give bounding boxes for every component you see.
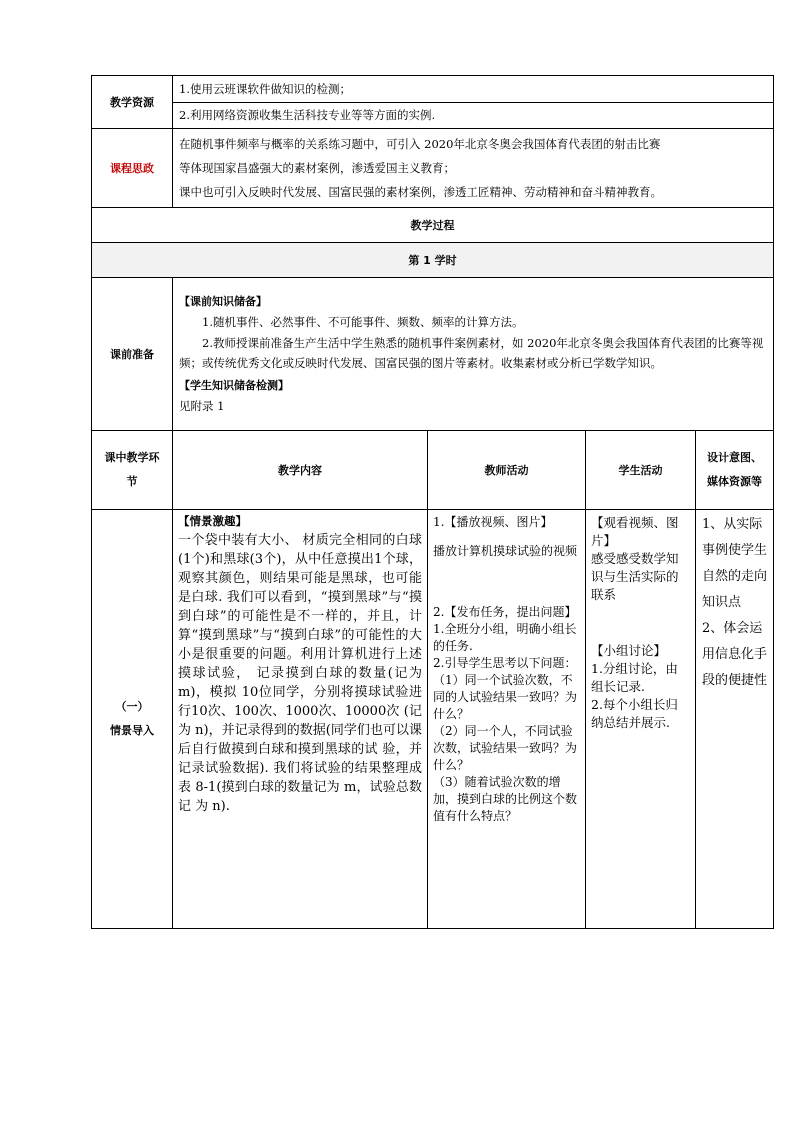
- stage1-label-bottom: 情景导入: [110, 724, 154, 737]
- process-title-row: [92, 208, 774, 243]
- stage-header: 课中教学环节: [92, 431, 173, 510]
- content-header: 教学内容: [173, 431, 428, 510]
- teacher-header: 教师活动: [428, 431, 586, 510]
- ideology-line-1: 在随机事件频率与概率的关系练习题中，可引入 2020年北京冬奥会我国体育代表团的射击比赛: [179, 137, 661, 151]
- design-para-1: 1、从实际事例使学生自然的走向知识点: [702, 517, 768, 610]
- student-heading-1: 【观看视频、图片】: [591, 515, 679, 548]
- design-header: 设计意图、媒体资源等: [696, 431, 774, 510]
- student-para-3: 2.每个小组长归纳总结并展示.: [591, 697, 678, 730]
- resources-item-1: 1.使用云班课软件做知识的检测；: [173, 77, 773, 103]
- resources-item-2: 2.利用网络资源收集生活科技专业等等方面的实例.: [179, 107, 436, 122]
- prep-item-2: 2.教师授课前准备生产生活中学生熟悉的随机事件案例素材，如 2020年北京冬奥会我国体育代表团的比赛等视频；或传统优秀文化或反映时代发展、国富民强的图片等素材。收集素材或分析已学数学知识。: [179, 335, 764, 370]
- stage1-content: [173, 510, 428, 929]
- prep-heading-2: 【学生知识储备检测】: [179, 378, 289, 392]
- teacher-para-2: 1.全班分小组，明确小组长的任务.: [433, 622, 577, 653]
- lesson-title: 第 1 学时: [92, 243, 774, 278]
- ideology-row: [92, 129, 774, 208]
- student-heading-2: 【小组讨论】: [591, 643, 667, 658]
- activity-header-row: [92, 431, 774, 510]
- teacher-question-2: （2）同一个人，不同试验次数，试验结果一致吗？为什么？: [433, 724, 578, 772]
- prep-row: [92, 278, 774, 431]
- stage1-label: [92, 510, 173, 929]
- design-para-2: 2、体会运用信息化手段的便捷性: [702, 621, 768, 688]
- stage1-design: [696, 510, 774, 929]
- stage1-content-body: 一个袋中装有大小、 材质完全相同的白球(1个)和黑球(3个)，从中任意摸出1个球，观察其颜色，则结果可能是黑球，也可能是白球. 我们可以看到，“摸到黑球”与“摸到白球”的可能性是不一样的，并且，计算“摸到黑球”与“摸到白球”的可能性的大小是很重要的问题。利用计算机进行上述摸球试验， 记录摸到白球的数量(记为m)，模拟 10位同学，分别将摸球试验进行10次、100次、1000次、10000次 (记为 n)，并记录得到的数据(同学们也可以课后自行做摸到白球和摸到黑球的试 验，并记录试验数据). 我们将试验的结果整理成表 8-1(摸到白球的数量记为 m，试验总数记 为 n).: [178, 533, 422, 814]
- lesson-plan-table: [91, 75, 774, 929]
- prep-label: 课前准备: [92, 278, 173, 431]
- stage1-content-heading: 【情景激趣】: [178, 514, 247, 528]
- lesson-title-row: [92, 243, 774, 278]
- resources-cell: [173, 76, 774, 129]
- ideology-line-3: 课中也可引入反映时代发展、国富民强的素材案例，渗透工匠精神、劳动精神和奋斗精神教育。: [179, 185, 662, 199]
- prep-cell: [173, 278, 774, 431]
- student-para-1: 感受感受数学知识与生活实际的联系: [591, 551, 679, 602]
- teacher-para-1: 播放计算机摸球试验的视频: [433, 544, 578, 558]
- resources-row: [92, 76, 774, 129]
- process-title: 教学过程: [92, 208, 774, 243]
- stage1-student: [586, 510, 696, 929]
- ideology-line-2: 等体现国家昌盛强大的素材案例，渗透爱国主义教育；: [179, 161, 455, 175]
- teacher-para-3: 2.引导学生思考以下问题：: [433, 656, 577, 670]
- student-para-2: 1.分组讨论，由组长记录.: [591, 661, 678, 694]
- ideology-cell: [173, 129, 774, 208]
- teacher-heading-2: 2.【发布任务，提出问题】: [433, 605, 577, 619]
- stage1-row: [92, 510, 774, 929]
- stage1-teacher: [428, 510, 586, 929]
- teacher-question-3: （3）随着试验次数的增加，摸到白球的比例这个数值有什么特点？: [433, 775, 578, 823]
- lesson-plan-page: [91, 75, 773, 929]
- teacher-question-1: （1）同一个试验次数，不同的人试验结果一致吗？为什么？: [433, 673, 578, 721]
- stage1-label-top: （一）: [115, 700, 149, 713]
- prep-heading-1: 【课前知识储备】: [179, 294, 267, 308]
- teacher-heading-1: 1.【播放视频、图片】: [433, 515, 553, 529]
- ideology-label: 课程思政: [92, 129, 173, 208]
- resources-label: 教学资源: [92, 76, 173, 129]
- prep-appendix: 见附录 1: [179, 399, 225, 413]
- prep-item-1: 1.随机事件、必然事件、不可能事件、频数、频率的计算方法。: [202, 315, 524, 329]
- student-header: 学生活动: [586, 431, 696, 510]
